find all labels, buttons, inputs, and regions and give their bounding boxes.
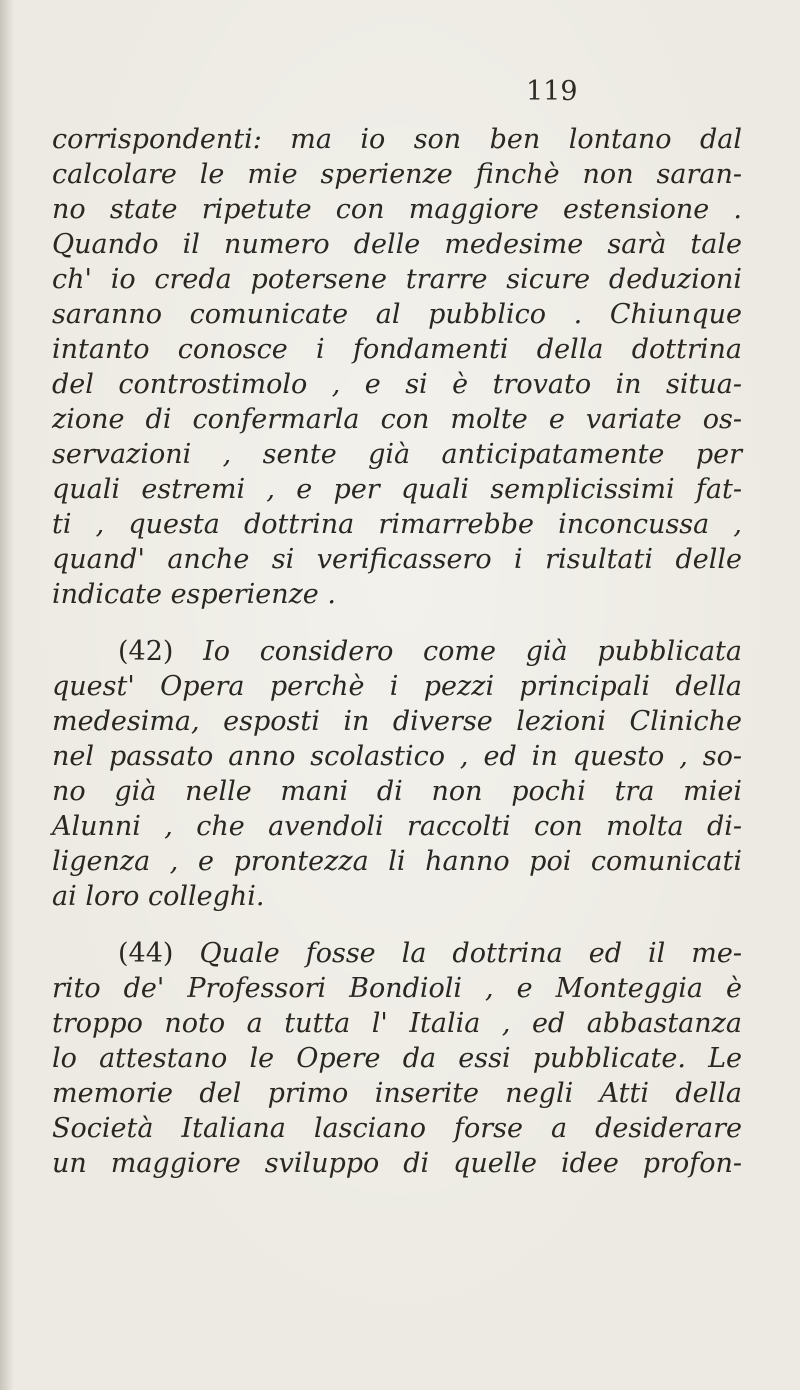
text-line: servazioni , sente già anticipatamente per bbox=[52, 439, 742, 470]
text-line: lo attestano le Opere da essi pubblicate. Le bbox=[52, 1043, 742, 1074]
text-line: no già nelle mani di non pochi tra miei bbox=[52, 776, 742, 807]
paragraph-1 bbox=[52, 122, 742, 612]
body-text bbox=[52, 122, 742, 1181]
paragraph-42 bbox=[52, 634, 742, 914]
text-line: Quando il numero delle medesime sarà tale bbox=[52, 229, 742, 260]
text-line: memorie del primo inserite negli Atti della bbox=[52, 1078, 742, 1109]
text-line: saranno comunicate al pubblico . Chiunque bbox=[52, 299, 742, 330]
paragraph-44 bbox=[52, 936, 742, 1181]
paragraph-first-line bbox=[52, 634, 742, 669]
page-number: 119 bbox=[526, 76, 578, 107]
text-line: nel passato anno scolastico , ed in questo , so- bbox=[52, 741, 742, 772]
text-line: calcolare le mie sperienze finchè non saran- bbox=[52, 159, 742, 190]
text-line: ai loro colleghi. bbox=[52, 881, 265, 912]
text-line: ch' io creda potersene trarre sicure deduzioni bbox=[52, 264, 742, 295]
text-line: intanto conosce i fondamenti della dottrina bbox=[52, 334, 742, 365]
text-line: rito de' Professori Bondioli , e Monteggia è bbox=[52, 973, 742, 1004]
text-line: medesima, esposti in diverse lezioni Cliniche bbox=[52, 706, 742, 737]
text-run: Io considero come già pubblicata bbox=[203, 636, 742, 667]
text-line: ti , questa dottrina rimarrebbe inconcussa , bbox=[52, 509, 742, 540]
text-line: zione di confermarla con molte e variate os- bbox=[52, 404, 742, 435]
text-run: Quale fosse la dottrina ed il me- bbox=[199, 938, 742, 969]
text-line: ligenza , e prontezza li hanno poi comunicati bbox=[52, 846, 742, 877]
paragraph-first-line bbox=[52, 936, 742, 971]
text-line: corrispondenti: ma io son ben lontano dal bbox=[52, 124, 742, 155]
text-line: quest' Opera perchè i pezzi principali della bbox=[52, 671, 742, 702]
paragraph-gap bbox=[52, 914, 742, 936]
text-line: troppo noto a tutta l' Italia , ed abbastanza bbox=[52, 1008, 742, 1039]
text-line: quand' anche si verificassero i risultati delle bbox=[52, 544, 742, 575]
paragraph-number: (44) bbox=[118, 938, 174, 969]
text-line: no state ripetute con maggiore estensione . bbox=[52, 194, 742, 225]
text-line: Società Italiana lasciano forse a desiderare bbox=[52, 1113, 742, 1144]
paragraph-number: (42) bbox=[118, 636, 174, 667]
text-line: Alunni , che avendoli raccolti con molta di- bbox=[52, 811, 742, 842]
paragraph-gap bbox=[52, 612, 742, 634]
text-line: un maggiore sviluppo di quelle idee profon- bbox=[52, 1148, 742, 1179]
text-line: indicate esperienze . bbox=[52, 579, 336, 610]
text-line: del controstimolo , e si è trovato in situa- bbox=[52, 369, 742, 400]
binding-shadow bbox=[0, 0, 14, 1390]
text-line: quali estremi , e per quali semplicissimi fat- bbox=[52, 474, 742, 505]
